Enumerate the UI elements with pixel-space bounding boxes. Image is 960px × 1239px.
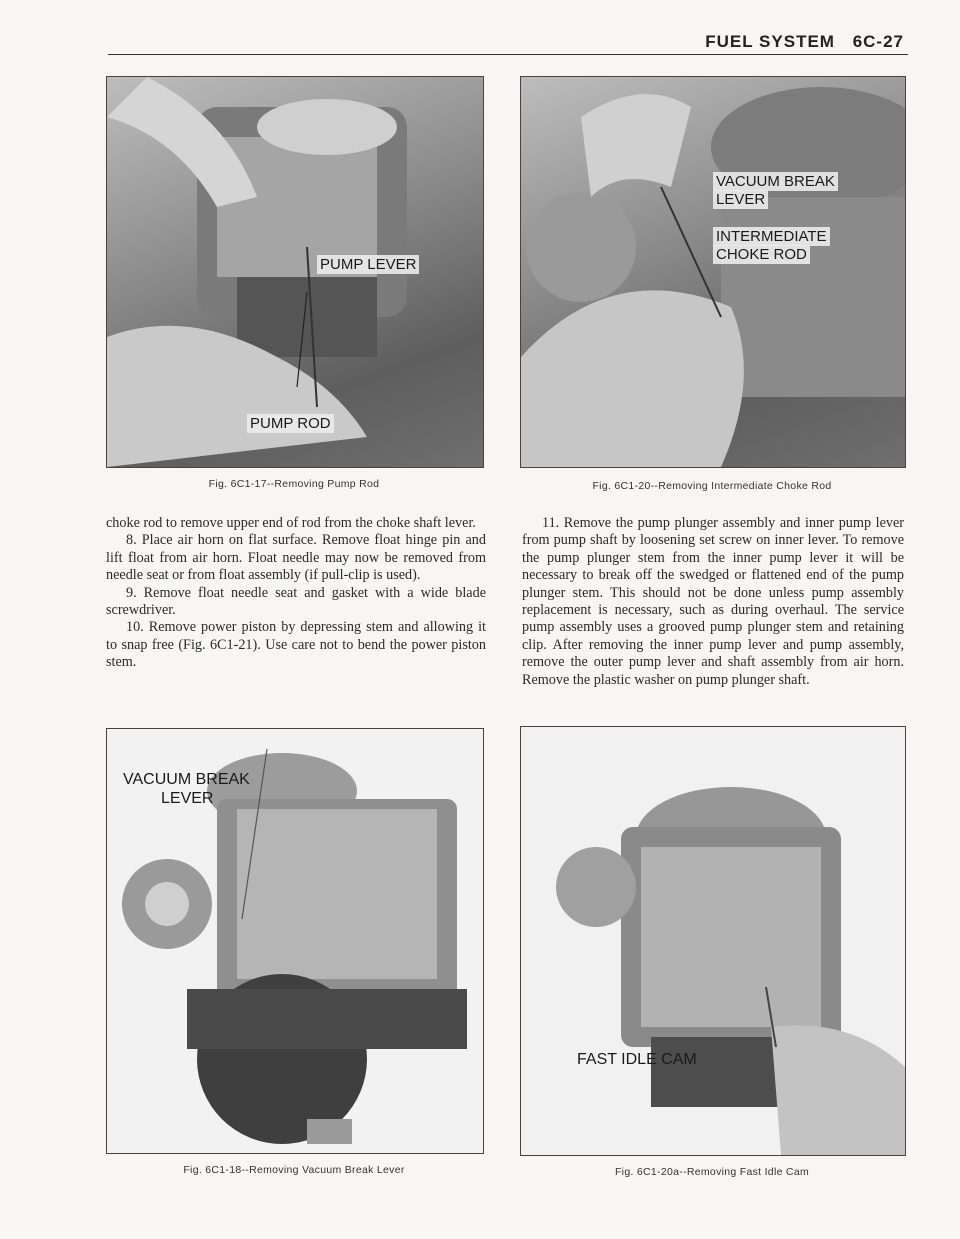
- figure-caption: Fig. 6C1-20--Removing Intermediate Choke Rod: [592, 480, 832, 492]
- callout-lever: LEVER: [713, 190, 768, 209]
- callout-fast-idle-cam: FAST IDLE CAM: [577, 1051, 697, 1068]
- figure-intermediate-choke-rod-photo: [520, 76, 906, 468]
- carburetor-photo-illustration: [521, 77, 905, 467]
- callout-vacuum-break: VACUUM BREAK: [123, 771, 250, 788]
- carburetor-photo-illustration: [521, 727, 905, 1155]
- paragraph: 9. Remove float needle seat and gasket with a wide blade screwdriver.: [106, 584, 486, 619]
- figure-caption: Fig. 6C1-20a--Removing Fast Idle Cam: [614, 1166, 810, 1178]
- paragraph: 8. Place air horn on flat surface. Remove float hinge pin and lift float from air horn. Float needle may now be removed from needle seat or from float assembly (if pull-clip is used).: [106, 532, 486, 584]
- figure-vacuum-break-lever-photo: [106, 728, 484, 1154]
- callout-choke-rod: CHOKE ROD: [713, 245, 810, 264]
- callout-vacuum-break: VACUUM BREAK: [713, 172, 838, 191]
- figure-caption: Fig. 6C1-17--Removing Pump Rod: [208, 478, 380, 490]
- figure-caption: Fig. 6C1-18--Removing Vacuum Break Lever: [183, 1164, 405, 1176]
- carburetor-photo-illustration: [107, 77, 483, 467]
- section-title: FUEL SYSTEM: [705, 32, 835, 51]
- callout-lever: LEVER: [161, 790, 214, 807]
- callout-pump-lever: PUMP LEVER: [317, 255, 419, 274]
- page-header: [108, 24, 908, 55]
- body-text-left-column: [106, 515, 486, 672]
- figure-fast-idle-cam-photo: [520, 726, 906, 1156]
- paragraph: 10. Remove power piston by depressing stem and allowing it to snap free (Fig. 6C1-21). Use care not to bend the power piston stem.: [106, 619, 486, 671]
- figure-pump-rod-photo: [106, 76, 484, 468]
- body-text-right-column: [522, 515, 904, 689]
- callout-pump-rod: PUMP ROD: [247, 414, 334, 433]
- paragraph: 11. Remove the pump plunger assembly and inner pump lever from pump shaft by loosening set screw on inner lever. To remove the pump plunger stem from the inner pump lever it will be necessary to break off the swedged or flattened end of the pump plunger stem. This should not be done unless pump assembly replacement is necessary, such as during overhaul. The service pump assembly uses a grooved pump plunger stem and retaining clip. After removing the inner pump lever and pump assembly, remove the outer pump lever and shaft assembly from air horn. Remove the plastic washer on pump plunger shaft.: [522, 515, 904, 688]
- callout-intermediate: INTERMEDIATE: [713, 227, 830, 246]
- page-number: 6C-27: [852, 32, 904, 51]
- paragraph: choke rod to remove upper end of rod from the choke shaft lever.: [106, 515, 476, 531]
- header-text: [705, 32, 904, 52]
